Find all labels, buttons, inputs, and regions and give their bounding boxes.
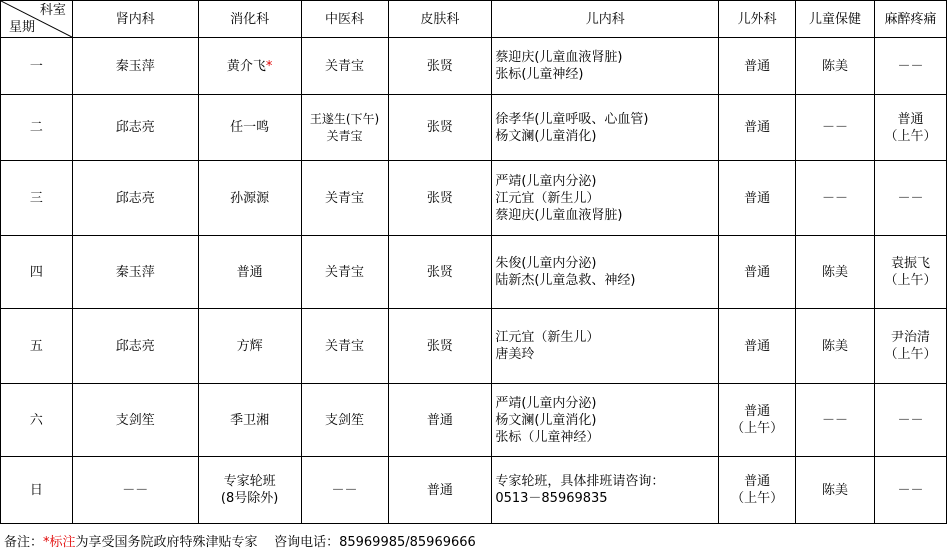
table-cell: 张贤 <box>388 236 492 309</box>
col-header-pediatrics: 儿内科 <box>492 1 719 38</box>
footer-note <box>4 531 476 550</box>
table-cell: 严靖(儿童内分泌) 江元宜（新生儿） 蔡迎庆(儿童血液肾脏) <box>492 161 719 236</box>
table-cell: 任一鸣 <box>198 95 301 161</box>
table-cell: 张贤 <box>388 309 492 384</box>
col-header-nephrology: 肾内科 <box>72 1 198 38</box>
table-cell: 陈美 <box>796 309 875 384</box>
phone-number: 85969985/85969666 <box>339 535 476 550</box>
table-cell: 普通 <box>719 309 796 384</box>
table-cell: －－ <box>796 384 875 457</box>
table-cell: －－ <box>301 457 388 524</box>
table-row <box>1 236 947 309</box>
table-cell: 普通 <box>388 457 492 524</box>
table-cell: －－ <box>796 95 875 161</box>
table-cell: 方辉 <box>198 309 301 384</box>
table-cell: 普通 <box>719 95 796 161</box>
table-cell: 季卫湘 <box>198 384 301 457</box>
corner-cell <box>1 1 73 38</box>
note-text: 为享受国务院政府特殊津贴专家 <box>75 535 258 550</box>
table-cell: 邱志亮 <box>72 161 198 236</box>
table-cell: 秦玉萍 <box>72 236 198 309</box>
table-cell: 邱志亮 <box>72 309 198 384</box>
day-cell: 三 <box>1 161 73 236</box>
col-header-pediatric-surgery: 儿外科 <box>719 1 796 38</box>
day-cell: 六 <box>1 384 73 457</box>
col-header-anesthesia: 麻醉疼痛 <box>874 1 946 38</box>
corner-day-label: 星期 <box>9 20 36 35</box>
table-cell: 陈美 <box>796 38 875 95</box>
table-cell: －－ <box>796 161 875 236</box>
table-cell: －－ <box>874 384 946 457</box>
table-cell: 张贤 <box>388 95 492 161</box>
table-cell: 关青宝 <box>301 38 388 95</box>
table-cell: 徐孝华(儿童呼吸、心血管) 杨文澜(儿童消化) <box>492 95 719 161</box>
table-cell: 张贤 <box>388 38 492 95</box>
day-cell: 五 <box>1 309 73 384</box>
table-cell: －－ <box>874 38 946 95</box>
table-cell: 关青宝 <box>301 309 388 384</box>
table-cell: 江元宜（新生儿） 唐美玲 <box>492 309 719 384</box>
table-cell: 王遂生(下午) 关青宝 <box>301 95 388 161</box>
table-cell: 普通 （上午） <box>719 384 796 457</box>
table-cell: 普通 <box>388 384 492 457</box>
expert-star-mark: * <box>265 58 273 74</box>
table-cell: 普通 （上午） <box>874 95 946 161</box>
table-cell: 普通 <box>719 161 796 236</box>
table-cell: 关青宝 <box>301 236 388 309</box>
day-cell: 一 <box>1 38 73 95</box>
table-row <box>1 384 947 457</box>
table-cell: 黄介飞* <box>198 38 301 95</box>
table-cell: 支剑笙 <box>301 384 388 457</box>
table-row <box>1 38 947 95</box>
star-legend: *标注 <box>43 535 76 550</box>
table-cell: 陈美 <box>796 457 875 524</box>
table-cell: 孙源源 <box>198 161 301 236</box>
table-cell: 袁振飞 （上午） <box>874 236 946 309</box>
table-cell: 普通 （上午） <box>719 457 796 524</box>
table-cell: 朱俊(儿童内分泌) 陆新杰(儿童急救、神经) <box>492 236 719 309</box>
day-cell: 四 <box>1 236 73 309</box>
day-cell: 二 <box>1 95 73 161</box>
table-cell: 关青宝 <box>301 161 388 236</box>
table-cell: 普通 <box>198 236 301 309</box>
col-header-child-health: 儿童保健 <box>796 1 875 38</box>
note-prefix: 备注： <box>4 535 44 550</box>
table-cell: 严靖(儿童内分泌) 杨文澜(儿童消化) 张标（儿童神经） <box>492 384 719 457</box>
table-cell: 邱志亮 <box>72 95 198 161</box>
table-row <box>1 161 947 236</box>
table-row <box>1 95 947 161</box>
header-row <box>1 1 947 38</box>
table-cell: 张贤 <box>388 161 492 236</box>
table-cell: －－ <box>874 457 946 524</box>
table-cell: 陈美 <box>796 236 875 309</box>
col-header-gastro: 消化科 <box>198 1 301 38</box>
table-cell: 秦玉萍 <box>72 38 198 95</box>
table-cell: 专家轮班，具体排班请咨询： 0513－85969835 <box>492 457 719 524</box>
phone-label: 咨询电话： <box>274 535 340 550</box>
col-header-tcm: 中医科 <box>301 1 388 38</box>
corner-dept-label: 科室 <box>39 3 66 18</box>
table-cell: 蔡迎庆(儿童血液肾脏) 张标(儿童神经) <box>492 38 719 95</box>
table-cell: 普通 <box>719 236 796 309</box>
col-header-dermatology: 皮肤科 <box>388 1 492 38</box>
table-row <box>1 309 947 384</box>
table-cell: 尹治清 （上午） <box>874 309 946 384</box>
table-cell: 支剑笙 <box>72 384 198 457</box>
table-cell: －－ <box>874 161 946 236</box>
table-cell: 普通 <box>719 38 796 95</box>
table-row <box>1 457 947 524</box>
table-cell: －－ <box>72 457 198 524</box>
day-cell: 日 <box>1 457 73 524</box>
table-cell: 专家轮班 (8号除外) <box>198 457 301 524</box>
